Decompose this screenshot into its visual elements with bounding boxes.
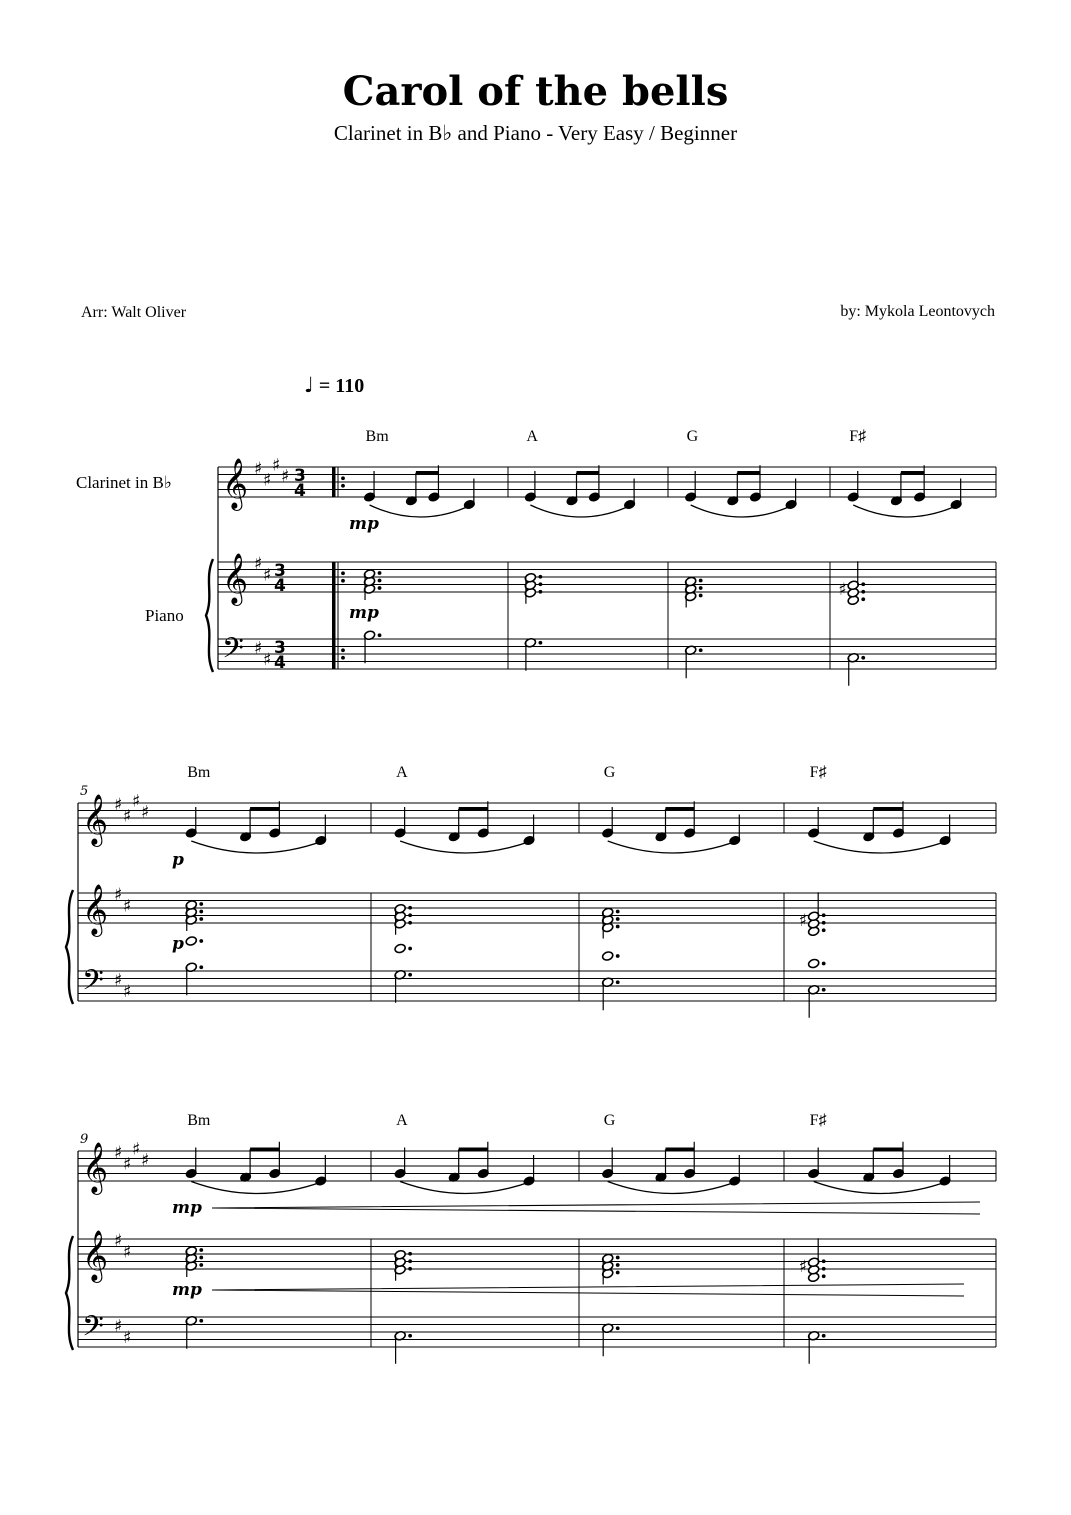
augmentation-dot xyxy=(378,633,382,637)
piano-treble-staff xyxy=(78,893,996,923)
treble-clef-icon: 𝄞 xyxy=(82,794,109,845)
augmentation-dot xyxy=(408,913,412,917)
key-signature-sharp: ♯ xyxy=(254,459,263,479)
augmentation-dot xyxy=(699,586,703,590)
key-signature-sharp: ♯ xyxy=(114,1143,123,1163)
key-signature-sharp: ♯ xyxy=(272,455,281,476)
clarinet-slur xyxy=(530,505,631,517)
augmentation-dot xyxy=(341,656,345,660)
repeat-thick-bar xyxy=(332,562,336,669)
chord-symbol: Bm xyxy=(365,428,389,445)
bass-clef-icon: 𝄢 xyxy=(82,1310,104,1350)
treble-clef-icon: 𝄞 xyxy=(222,458,249,509)
clarinet-slur xyxy=(191,841,323,853)
clarinet-slur xyxy=(853,505,958,517)
augmentation-dot xyxy=(341,484,345,488)
time-signature-numerator: 3 xyxy=(294,466,306,486)
augmentation-dot xyxy=(616,1326,620,1330)
augmentation-dot xyxy=(408,947,412,951)
piano-dynamic: mp xyxy=(349,603,379,623)
repeat-thick-bar xyxy=(332,467,336,497)
treble-clef-icon: 𝄞 xyxy=(82,884,109,935)
treble-clef-icon: 𝄞 xyxy=(82,1230,109,1281)
piano-treble-staff xyxy=(78,1239,996,1269)
score-subtitle: Clarinet in B♭ and Piano - Very Easy / Beginner xyxy=(333,121,738,145)
clarinet-dynamic: mp xyxy=(172,1198,202,1218)
clarinet-dynamic: mp xyxy=(349,514,379,534)
key-signature-sharp: ♯ xyxy=(114,1316,123,1337)
augmentation-dot xyxy=(822,1334,826,1338)
augmentation-dot xyxy=(822,1267,826,1271)
augmentation-dot xyxy=(822,1274,826,1278)
chord-symbol: Bm xyxy=(187,1112,211,1129)
augmentation-dot xyxy=(861,597,865,601)
augmentation-dot xyxy=(699,594,703,598)
key-signature-sharp: ♯ xyxy=(141,802,150,823)
augmentation-dot xyxy=(199,1263,203,1267)
augmentation-dot xyxy=(616,1263,620,1267)
augmentation-dot xyxy=(199,939,203,943)
key-signature-sharp: ♯ xyxy=(132,1139,141,1160)
augmentation-dot xyxy=(199,910,203,914)
key-signature-sharp: ♯ xyxy=(114,795,123,815)
augmentation-dot xyxy=(861,582,865,586)
chord-sharp-accidental: ♯ xyxy=(798,1256,807,1277)
time-signature-numerator: 3 xyxy=(274,561,286,581)
augmentation-dot xyxy=(822,1259,826,1263)
augmentation-dot xyxy=(199,1256,203,1260)
piano-dynamic: p xyxy=(172,934,184,954)
measure-number: 5 xyxy=(80,784,89,799)
key-signature-sharp: ♯ xyxy=(123,1154,132,1175)
clarinet-slur xyxy=(608,1182,737,1194)
key-signature-sharp: ♯ xyxy=(263,565,272,586)
augmentation-dot xyxy=(699,648,703,652)
tempo-value: = 110 xyxy=(318,375,365,397)
piano-dynamic: mp xyxy=(172,1280,202,1300)
quarter-note-icon: ♩ xyxy=(304,373,314,397)
clarinet-slur xyxy=(814,841,947,853)
piano-bass-staff xyxy=(78,971,996,1001)
clarinet-staff xyxy=(78,803,996,833)
key-signature-sharp: ♯ xyxy=(281,466,290,487)
augmentation-dot xyxy=(616,910,620,914)
chord-symbol: G xyxy=(603,764,616,781)
clarinet-slur xyxy=(608,841,737,853)
piano-bass-octave-note xyxy=(185,936,197,947)
augmentation-dot xyxy=(822,921,826,925)
augmentation-dot xyxy=(408,1259,412,1263)
piano-bass-staff xyxy=(78,1317,996,1347)
key-signature-sharp: ♯ xyxy=(263,470,272,491)
augmentation-dot xyxy=(616,1256,620,1260)
augmentation-dot xyxy=(861,656,865,660)
augmentation-dot xyxy=(408,973,412,977)
piano-bass-octave-note xyxy=(807,958,819,969)
augmentation-dot xyxy=(408,1334,412,1338)
treble-clef-icon: 𝄞 xyxy=(222,553,249,604)
chord-sharp-accidental: ♯ xyxy=(838,579,847,600)
chord-symbol: F♯ xyxy=(849,428,867,445)
bass-clef-icon: 𝄢 xyxy=(222,632,244,672)
piano-bass-octave-note xyxy=(394,943,406,954)
augmentation-dot xyxy=(616,925,620,929)
piano-instrument-label: Piano xyxy=(145,606,184,625)
clarinet-slur xyxy=(191,1182,323,1194)
chord-symbol: G xyxy=(686,428,699,445)
clarinet-slur xyxy=(691,505,793,517)
crescendo-hairpin xyxy=(212,1202,980,1214)
chord-symbol: Bm xyxy=(187,764,211,781)
augmentation-dot xyxy=(199,902,203,906)
augmentation-dot xyxy=(341,648,345,652)
key-signature-sharp: ♯ xyxy=(123,981,132,1002)
chord-symbol: F♯ xyxy=(809,764,827,781)
key-signature-sharp: ♯ xyxy=(263,649,272,670)
key-signature-sharp: ♯ xyxy=(141,1150,150,1171)
time-signature-denominator: 4 xyxy=(274,653,286,673)
treble-clef-icon: 𝄞 xyxy=(82,1142,109,1193)
bass-clef-icon: 𝄢 xyxy=(82,964,104,1004)
augmentation-dot xyxy=(408,921,412,925)
augmentation-dot xyxy=(616,917,620,921)
chord-symbol: F♯ xyxy=(809,1112,827,1129)
augmentation-dot xyxy=(616,1271,620,1275)
augmentation-dot xyxy=(378,571,382,575)
augmentation-dot xyxy=(861,590,865,594)
augmentation-dot xyxy=(539,575,543,579)
key-signature-sharp: ♯ xyxy=(123,806,132,827)
augmentation-dot xyxy=(378,579,382,583)
augmentation-dot xyxy=(822,988,826,992)
augmentation-dot xyxy=(822,928,826,932)
key-signature-sharp: ♯ xyxy=(114,970,123,991)
clarinet-dynamic: p xyxy=(172,850,184,870)
augmentation-dot xyxy=(408,906,412,910)
augmentation-dot xyxy=(616,980,620,984)
clarinet-slur xyxy=(814,1182,947,1194)
measure-number: 9 xyxy=(80,1132,89,1147)
key-signature-sharp: ♯ xyxy=(123,896,132,917)
clarinet-staff xyxy=(78,1151,996,1181)
key-signature-sharp: ♯ xyxy=(123,1242,132,1263)
augmentation-dot xyxy=(199,1319,203,1323)
augmentation-dot xyxy=(616,954,620,958)
piano-brace xyxy=(66,1236,73,1350)
augmentation-dot xyxy=(199,1248,203,1252)
augmentation-dot xyxy=(822,913,826,917)
score-title: Carol of the bells xyxy=(342,68,729,115)
piano-brace xyxy=(66,890,73,1004)
clarinet-slur xyxy=(400,841,531,853)
augmentation-dot xyxy=(199,965,203,969)
augmentation-dot xyxy=(408,1267,412,1271)
augmentation-dot xyxy=(341,476,345,480)
time-signature-numerator: 3 xyxy=(274,638,286,658)
key-signature-sharp: ♯ xyxy=(114,1231,123,1251)
time-signature-denominator: 4 xyxy=(274,576,286,596)
time-signature-denominator: 4 xyxy=(294,481,306,501)
clarinet-slur xyxy=(400,1182,531,1194)
augmentation-dot xyxy=(699,579,703,583)
tempo-marking xyxy=(304,373,364,398)
piano-brace xyxy=(206,559,213,672)
augmentation-dot xyxy=(199,917,203,921)
augmentation-dot xyxy=(822,962,826,966)
chord-symbol: A xyxy=(396,764,408,781)
crescendo-hairpin xyxy=(212,1284,964,1296)
chord-symbol: A xyxy=(396,1112,408,1129)
chord-symbol: G xyxy=(603,1112,616,1129)
composer-credit: by: Mykola Leontovych xyxy=(840,303,995,320)
augmentation-dot xyxy=(378,586,382,590)
augmentation-dot xyxy=(539,582,543,586)
piano-bass-octave-note xyxy=(602,951,614,962)
chord-sharp-accidental: ♯ xyxy=(798,910,807,931)
key-signature-sharp: ♯ xyxy=(114,885,123,905)
chord-symbol: A xyxy=(526,428,538,445)
key-signature-sharp: ♯ xyxy=(132,791,141,812)
augmentation-dot xyxy=(539,590,543,594)
key-signature-sharp: ♯ xyxy=(254,638,263,659)
key-signature-sharp: ♯ xyxy=(254,554,263,574)
augmentation-dot xyxy=(539,641,543,645)
augmentation-dot xyxy=(341,571,345,575)
clarinet-instrument-label: Clarinet in B♭ xyxy=(76,473,172,492)
arranger-credit: Arr: Walt Oliver xyxy=(81,304,187,321)
clarinet-slur xyxy=(370,505,472,517)
augmentation-dot xyxy=(341,579,345,583)
augmentation-dot xyxy=(408,1252,412,1256)
key-signature-sharp: ♯ xyxy=(123,1327,132,1348)
